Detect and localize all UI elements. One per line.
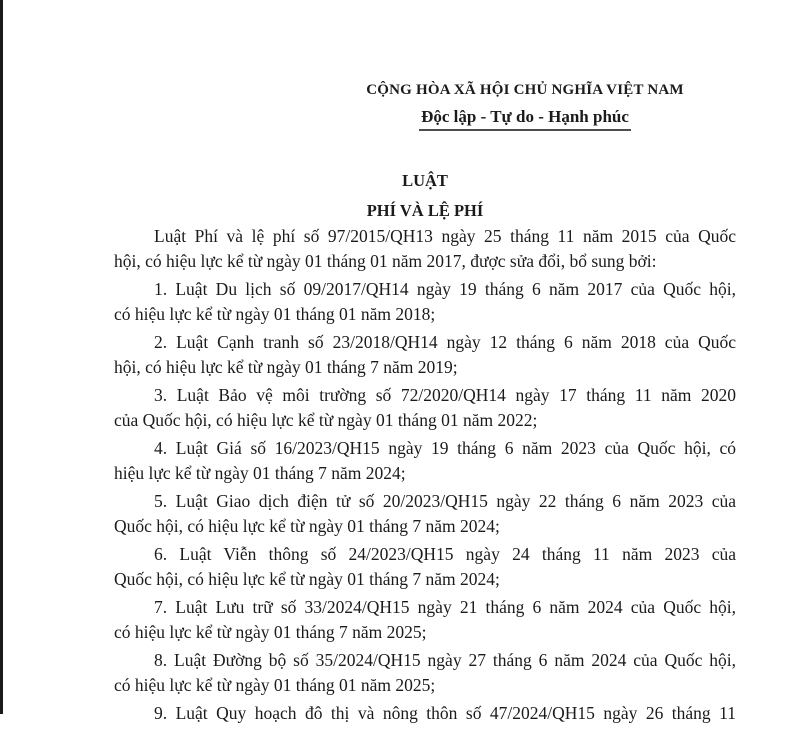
amendment-5-line-2: Quốc hội, có hiệu lực kể từ ngày 01 tháng 7 năm 2024; <box>114 516 500 536</box>
national-motto: Độc lập - Tự do - Hạnh phúc <box>419 107 631 131</box>
amendment-7-line-1: 7. Luật Lưu trữ số 33/2024/QH15 ngày 21 tháng 6 năm 2024 của Quốc hội, <box>154 597 736 617</box>
amendment-item-1 <box>114 277 736 327</box>
amendment-5-line-1: 5. Luật Giao dịch điện tử số 20/2023/QH15 ngày 22 tháng 6 năm 2023 của <box>154 491 736 511</box>
document-name-title: PHÍ VÀ LỆ PHÍ <box>366 201 484 220</box>
amendment-item-8 <box>114 648 736 698</box>
amendment-9-line-1: 9. Luật Quy hoạch đô thị và nông thôn số 47/2024/QH15 ngày 26 tháng 11 <box>154 703 736 723</box>
amendment-6-line-1: 6. Luật Viễn thông số 24/2023/QH15 ngày 24 tháng 11 năm 2023 của <box>154 544 736 564</box>
intro-line-2: hội, có hiệu lực kể từ ngày 01 tháng 01 năm 2017, được sửa đổi, bổ sung bởi: <box>114 251 657 271</box>
amendment-8-line-1: 8. Luật Đường bộ số 35/2024/QH15 ngày 27 tháng 6 năm 2024 của Quốc hội, <box>154 650 736 670</box>
national-motto-wrap <box>325 107 725 131</box>
amendment-item-5 <box>114 489 736 539</box>
amendment-3-line-2: của Quốc hội, có hiệu lực kể từ ngày 01 tháng 01 năm 2022; <box>114 410 538 430</box>
amendment-item-3 <box>114 383 736 433</box>
document-type-title: LUẬT <box>402 171 448 190</box>
page-left-border <box>0 0 3 714</box>
amendment-1-line-2: có hiệu lực kể từ ngày 01 tháng 01 năm 2018; <box>114 304 436 324</box>
amendment-1-line-1: 1. Luật Du lịch số 09/2017/QH14 ngày 19 tháng 6 năm 2017 của Quốc hội, <box>154 279 736 299</box>
national-title: CỘNG HÒA XÃ HỘI CHỦ NGHĨA VIỆT NAM <box>366 82 684 98</box>
amendment-item-7 <box>114 595 736 645</box>
document-body <box>114 224 736 729</box>
intro-line-1: Luật Phí và lệ phí số 97/2015/QH13 ngày 25 tháng 11 năm 2015 của Quốc <box>154 226 736 246</box>
amendment-2-line-1: 2. Luật Cạnh tranh số 23/2018/QH14 ngày 12 tháng 6 năm 2018 của Quốc <box>154 332 736 352</box>
document-title-block <box>114 168 736 223</box>
national-header <box>325 82 725 131</box>
intro-paragraph <box>114 224 736 274</box>
amendment-2-line-2: hội, có hiệu lực kể từ ngày 01 tháng 7 năm 2019; <box>114 357 458 377</box>
amendment-7-line-2: có hiệu lực kể từ ngày 01 tháng 7 năm 2025; <box>114 622 427 642</box>
amendment-item-4 <box>114 436 736 486</box>
amendment-4-line-2: hiệu lực kể từ ngày 01 tháng 7 năm 2024; <box>114 463 406 483</box>
amendment-3-line-1: 3. Luật Bảo vệ môi trường số 72/2020/QH14 ngày 17 tháng 11 năm 2020 <box>154 385 736 405</box>
amendment-item-6 <box>114 542 736 592</box>
amendment-8-line-2: có hiệu lực kể từ ngày 01 tháng 01 năm 2025; <box>114 675 436 695</box>
amendment-4-line-1: 4. Luật Giá số 16/2023/QH15 ngày 19 tháng 6 năm 2023 của Quốc hội, có <box>154 438 736 458</box>
amendment-item-2 <box>114 330 736 380</box>
amendment-6-line-2: Quốc hội, có hiệu lực kể từ ngày 01 tháng 7 năm 2024; <box>114 569 500 589</box>
